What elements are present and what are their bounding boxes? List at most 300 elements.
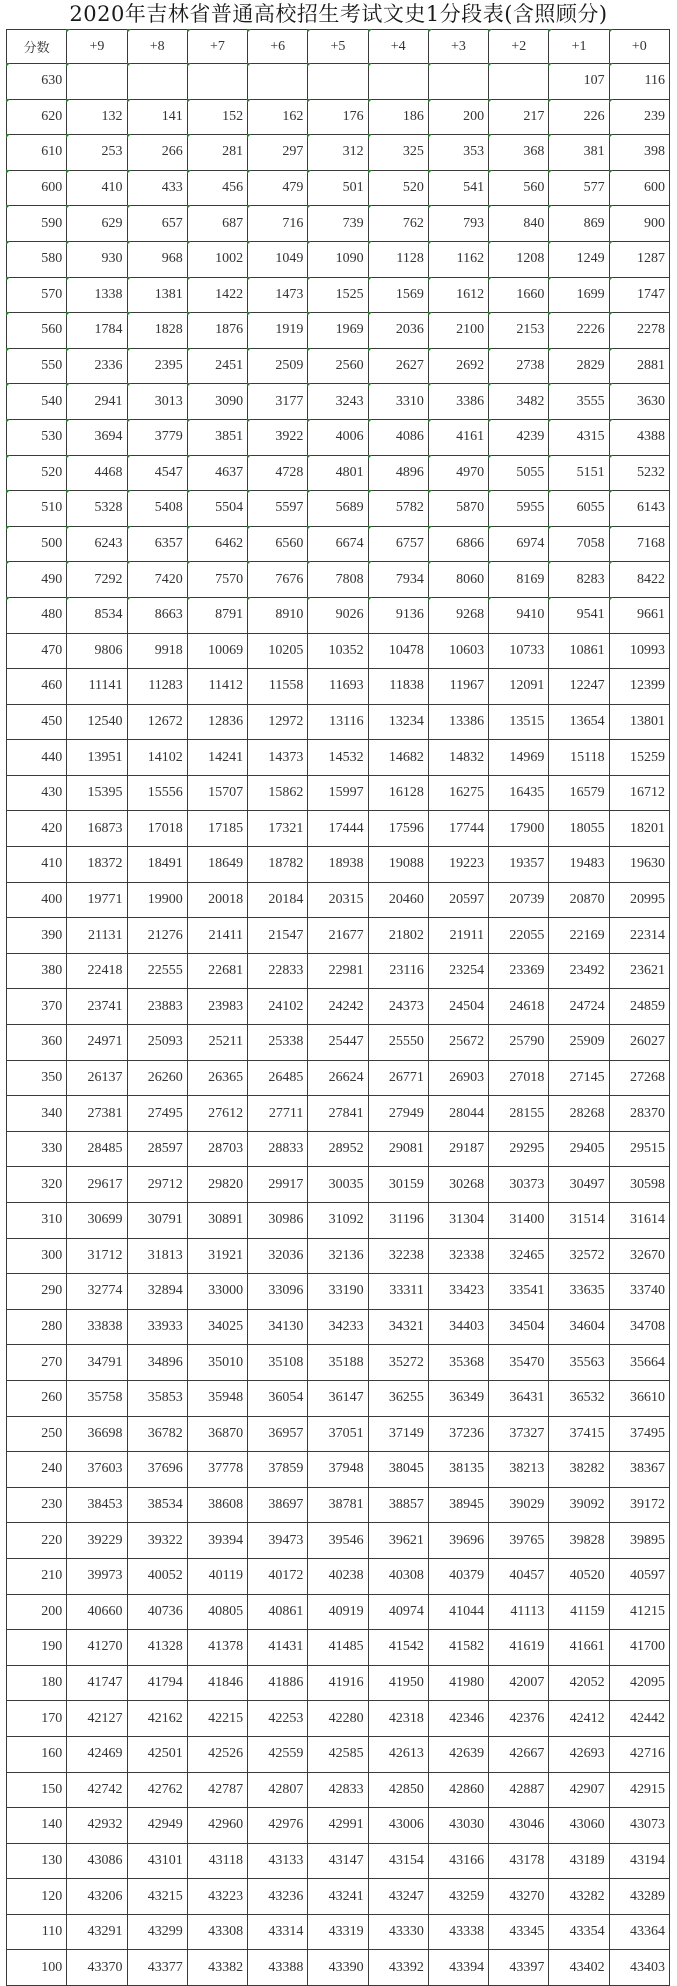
score-cell: 340 bbox=[7, 1096, 67, 1132]
cumulative-count-cell: 14832 bbox=[428, 740, 488, 776]
cumulative-count-cell: 1612 bbox=[428, 277, 488, 313]
cumulative-count-cell: 28485 bbox=[67, 1131, 127, 1167]
cumulative-count-cell: 30791 bbox=[127, 1203, 187, 1239]
cumulative-count-cell: 30986 bbox=[248, 1203, 308, 1239]
score-cell: 590 bbox=[7, 206, 67, 242]
cumulative-count-cell: 11967 bbox=[428, 669, 488, 705]
cumulative-count-cell: 253 bbox=[67, 135, 127, 171]
cumulative-count-cell: 15862 bbox=[248, 775, 308, 811]
cumulative-count-cell: 8791 bbox=[187, 597, 247, 633]
table-row bbox=[7, 1167, 670, 1203]
cumulative-count-cell: 35188 bbox=[308, 1345, 368, 1381]
cumulative-count-cell: 2509 bbox=[248, 348, 308, 384]
table-row bbox=[7, 419, 670, 455]
cumulative-count-cell: 31092 bbox=[308, 1203, 368, 1239]
table-row bbox=[7, 953, 670, 989]
cumulative-count-cell: 32572 bbox=[549, 1238, 609, 1274]
cumulative-count-cell: 36147 bbox=[308, 1380, 368, 1416]
cumulative-count-cell: 479 bbox=[248, 170, 308, 206]
cumulative-count-cell: 10861 bbox=[549, 633, 609, 669]
cumulative-count-cell: 2226 bbox=[549, 313, 609, 349]
cumulative-count-cell: 39394 bbox=[187, 1523, 247, 1559]
table-row bbox=[7, 1060, 670, 1096]
cumulative-count-cell: 41886 bbox=[248, 1665, 308, 1701]
cumulative-count-cell: 2278 bbox=[609, 313, 669, 349]
cumulative-count-cell: 42442 bbox=[609, 1701, 669, 1737]
cumulative-count-cell: 16712 bbox=[609, 775, 669, 811]
cumulative-count-cell: 35853 bbox=[127, 1380, 187, 1416]
cumulative-count-cell: 6143 bbox=[609, 491, 669, 527]
cumulative-count-cell: 23741 bbox=[67, 989, 127, 1025]
cumulative-count-cell: 39621 bbox=[368, 1523, 428, 1559]
cumulative-count-cell: 43030 bbox=[428, 1808, 488, 1844]
cumulative-count-cell: 24504 bbox=[428, 989, 488, 1025]
cumulative-count-cell: 43390 bbox=[308, 1950, 368, 1986]
table-row bbox=[7, 64, 670, 100]
cumulative-count-cell: 10733 bbox=[489, 633, 549, 669]
cumulative-count-cell: 42469 bbox=[67, 1736, 127, 1772]
cumulative-count-cell: 23116 bbox=[368, 953, 428, 989]
cumulative-count-cell: 6674 bbox=[308, 526, 368, 562]
cumulative-count-cell: 42949 bbox=[127, 1808, 187, 1844]
cumulative-count-cell: 24971 bbox=[67, 1025, 127, 1061]
cumulative-count-cell: 29917 bbox=[248, 1167, 308, 1203]
score-cell: 550 bbox=[7, 348, 67, 384]
table-row bbox=[7, 1843, 670, 1879]
cumulative-count-cell: 2627 bbox=[368, 348, 428, 384]
cumulative-count-cell: 38945 bbox=[428, 1487, 488, 1523]
cumulative-count-cell: 34791 bbox=[67, 1345, 127, 1381]
cumulative-count-cell: 16579 bbox=[549, 775, 609, 811]
cumulative-count-cell: 41542 bbox=[368, 1630, 428, 1666]
cumulative-count-cell: 14373 bbox=[248, 740, 308, 776]
cumulative-count-cell: 11141 bbox=[67, 669, 127, 705]
cumulative-count-cell: 3090 bbox=[187, 384, 247, 420]
cumulative-count-cell: 43289 bbox=[609, 1879, 669, 1915]
cumulative-count-cell: 40172 bbox=[248, 1558, 308, 1594]
cumulative-count-cell: 17744 bbox=[428, 811, 488, 847]
cumulative-count-cell: 297 bbox=[248, 135, 308, 171]
cumulative-count-cell: 14682 bbox=[368, 740, 428, 776]
cumulative-count-cell: 7058 bbox=[549, 526, 609, 562]
cumulative-count-cell: 42915 bbox=[609, 1772, 669, 1808]
cumulative-count-cell: 37327 bbox=[489, 1416, 549, 1452]
cumulative-count-cell: 42526 bbox=[187, 1736, 247, 1772]
cumulative-count-cell: 25211 bbox=[187, 1025, 247, 1061]
cumulative-count-cell bbox=[489, 64, 549, 100]
cumulative-count-cell: 8422 bbox=[609, 562, 669, 598]
cumulative-count-cell: 398 bbox=[609, 135, 669, 171]
cumulative-count-cell: 27711 bbox=[248, 1096, 308, 1132]
cumulative-count-cell: 22169 bbox=[549, 918, 609, 954]
cumulative-count-cell: 5055 bbox=[489, 455, 549, 491]
cumulative-count-cell: 42376 bbox=[489, 1701, 549, 1737]
cumulative-count-cell: 2881 bbox=[609, 348, 669, 384]
table-row bbox=[7, 1416, 670, 1452]
page-title: 2020年吉林省普通高校招生考试文史1分段表(含照顾分) bbox=[69, 2, 608, 26]
cumulative-count-cell: 17321 bbox=[248, 811, 308, 847]
cumulative-count-cell: 19088 bbox=[368, 847, 428, 883]
table-row bbox=[7, 775, 670, 811]
score-cell: 310 bbox=[7, 1203, 67, 1239]
cumulative-count-cell: 37415 bbox=[549, 1416, 609, 1452]
cumulative-count-cell: 22981 bbox=[308, 953, 368, 989]
cumulative-count-cell: 17018 bbox=[127, 811, 187, 847]
cumulative-count-cell: 38857 bbox=[368, 1487, 428, 1523]
cumulative-count-cell: 1128 bbox=[368, 241, 428, 277]
table-row bbox=[7, 1309, 670, 1345]
cumulative-count-cell: 2560 bbox=[308, 348, 368, 384]
cumulative-count-cell: 35010 bbox=[187, 1345, 247, 1381]
score-cell: 630 bbox=[7, 64, 67, 100]
cumulative-count-cell: 34321 bbox=[368, 1309, 428, 1345]
cumulative-count-cell: 29712 bbox=[127, 1167, 187, 1203]
table-row bbox=[7, 348, 670, 384]
cumulative-count-cell: 43388 bbox=[248, 1950, 308, 1986]
cumulative-count-cell: 30891 bbox=[187, 1203, 247, 1239]
cumulative-count-cell: 6243 bbox=[67, 526, 127, 562]
table-row bbox=[7, 597, 670, 633]
cumulative-count-cell: 42976 bbox=[248, 1808, 308, 1844]
column-header-offset: +2 bbox=[489, 30, 549, 64]
cumulative-count-cell: 28044 bbox=[428, 1096, 488, 1132]
cumulative-count-cell: 42559 bbox=[248, 1736, 308, 1772]
cumulative-count-cell: 12540 bbox=[67, 704, 127, 740]
cumulative-count-cell: 14241 bbox=[187, 740, 247, 776]
score-cell: 350 bbox=[7, 1060, 67, 1096]
score-cell: 210 bbox=[7, 1558, 67, 1594]
cumulative-count-cell: 5151 bbox=[549, 455, 609, 491]
cumulative-count-cell: 6560 bbox=[248, 526, 308, 562]
table-header-row bbox=[7, 30, 670, 64]
cumulative-count-cell: 37696 bbox=[127, 1452, 187, 1488]
cumulative-count-cell: 1699 bbox=[549, 277, 609, 313]
cumulative-count-cell: 43247 bbox=[368, 1879, 428, 1915]
table-row bbox=[7, 847, 670, 883]
cumulative-count-cell: 34708 bbox=[609, 1309, 669, 1345]
cumulative-count-cell: 43006 bbox=[368, 1808, 428, 1844]
cumulative-count-cell: 19771 bbox=[67, 882, 127, 918]
cumulative-count-cell: 31614 bbox=[609, 1203, 669, 1239]
table-row bbox=[7, 633, 670, 669]
cumulative-count-cell: 2941 bbox=[67, 384, 127, 420]
cumulative-count-cell: 15707 bbox=[187, 775, 247, 811]
score-cell: 360 bbox=[7, 1025, 67, 1061]
cumulative-count-cell: 141 bbox=[127, 99, 187, 135]
table-row bbox=[7, 1950, 670, 1986]
cumulative-count-cell: 42613 bbox=[368, 1736, 428, 1772]
table-row bbox=[7, 384, 670, 420]
cumulative-count-cell: 19223 bbox=[428, 847, 488, 883]
cumulative-count-cell: 840 bbox=[489, 206, 549, 242]
cumulative-count-cell: 42833 bbox=[308, 1772, 368, 1808]
cumulative-count-cell: 39229 bbox=[67, 1523, 127, 1559]
cumulative-count-cell: 9410 bbox=[489, 597, 549, 633]
cumulative-count-cell: 30497 bbox=[549, 1167, 609, 1203]
table-row bbox=[7, 1487, 670, 1523]
cumulative-count-cell: 25672 bbox=[428, 1025, 488, 1061]
cumulative-count-cell: 116 bbox=[609, 64, 669, 100]
cumulative-count-cell: 39546 bbox=[308, 1523, 368, 1559]
cumulative-count-cell: 107 bbox=[549, 64, 609, 100]
table-row bbox=[7, 99, 670, 135]
table-row bbox=[7, 1736, 670, 1772]
cumulative-count-cell: 43046 bbox=[489, 1808, 549, 1844]
cumulative-count-cell bbox=[368, 64, 428, 100]
cumulative-count-cell: 1660 bbox=[489, 277, 549, 313]
cumulative-count-cell: 13234 bbox=[368, 704, 428, 740]
cumulative-count-cell: 42932 bbox=[67, 1808, 127, 1844]
cumulative-count-cell: 29515 bbox=[609, 1131, 669, 1167]
cumulative-count-cell: 43377 bbox=[127, 1950, 187, 1986]
cumulative-count-cell: 1525 bbox=[308, 277, 368, 313]
score-cell: 290 bbox=[7, 1274, 67, 1310]
cumulative-count-cell: 9268 bbox=[428, 597, 488, 633]
cumulative-count-cell: 34233 bbox=[308, 1309, 368, 1345]
score-cell: 510 bbox=[7, 491, 67, 527]
cumulative-count-cell: 42215 bbox=[187, 1701, 247, 1737]
cumulative-count-cell: 39172 bbox=[609, 1487, 669, 1523]
cumulative-count-cell: 14532 bbox=[308, 740, 368, 776]
cumulative-count-cell: 900 bbox=[609, 206, 669, 242]
score-cell: 620 bbox=[7, 99, 67, 135]
cumulative-count-cell: 3779 bbox=[127, 419, 187, 455]
cumulative-count-cell: 4239 bbox=[489, 419, 549, 455]
score-cell: 300 bbox=[7, 1238, 67, 1274]
cumulative-count-cell: 32894 bbox=[127, 1274, 187, 1310]
cumulative-count-cell: 10069 bbox=[187, 633, 247, 669]
cumulative-count-cell: 35758 bbox=[67, 1380, 127, 1416]
cumulative-count-cell: 42860 bbox=[428, 1772, 488, 1808]
cumulative-count-cell: 42887 bbox=[489, 1772, 549, 1808]
table-row bbox=[7, 1096, 670, 1132]
score-cell: 580 bbox=[7, 241, 67, 277]
cumulative-count-cell: 43370 bbox=[67, 1950, 127, 1986]
cumulative-count-cell: 21802 bbox=[368, 918, 428, 954]
cumulative-count-cell: 4728 bbox=[248, 455, 308, 491]
cumulative-count-cell: 37859 bbox=[248, 1452, 308, 1488]
cumulative-count-cell: 21131 bbox=[67, 918, 127, 954]
cumulative-count-cell: 41270 bbox=[67, 1630, 127, 1666]
table-row bbox=[7, 989, 670, 1025]
cumulative-count-cell: 25790 bbox=[489, 1025, 549, 1061]
table-row bbox=[7, 562, 670, 598]
cumulative-count-cell: 20870 bbox=[549, 882, 609, 918]
cumulative-count-cell: 657 bbox=[127, 206, 187, 242]
cumulative-count-cell: 13386 bbox=[428, 704, 488, 740]
cumulative-count-cell: 7420 bbox=[127, 562, 187, 598]
cumulative-count-cell: 152 bbox=[187, 99, 247, 135]
cumulative-count-cell: 23883 bbox=[127, 989, 187, 1025]
cumulative-count-cell: 41159 bbox=[549, 1594, 609, 1630]
cumulative-count-cell: 930 bbox=[67, 241, 127, 277]
cumulative-count-cell: 35563 bbox=[549, 1345, 609, 1381]
cumulative-count-cell: 42585 bbox=[308, 1736, 368, 1772]
cumulative-count-cell: 26485 bbox=[248, 1060, 308, 1096]
cumulative-count-cell: 1876 bbox=[187, 313, 247, 349]
column-header-offset: +4 bbox=[368, 30, 428, 64]
cumulative-count-cell: 40736 bbox=[127, 1594, 187, 1630]
cumulative-count-cell: 36532 bbox=[549, 1380, 609, 1416]
cumulative-count-cell: 36349 bbox=[428, 1380, 488, 1416]
table-body bbox=[7, 64, 670, 1986]
cumulative-count-cell: 14102 bbox=[127, 740, 187, 776]
cumulative-count-cell: 28952 bbox=[308, 1131, 368, 1167]
cumulative-count-cell: 10993 bbox=[609, 633, 669, 669]
table-row bbox=[7, 704, 670, 740]
cumulative-count-cell: 5504 bbox=[187, 491, 247, 527]
cumulative-count-cell: 560 bbox=[489, 170, 549, 206]
cumulative-count-cell: 1090 bbox=[308, 241, 368, 277]
cumulative-count-cell: 9918 bbox=[127, 633, 187, 669]
cumulative-count-cell: 43086 bbox=[67, 1843, 127, 1879]
cumulative-count-cell: 13951 bbox=[67, 740, 127, 776]
table-row bbox=[7, 1131, 670, 1167]
score-cell: 470 bbox=[7, 633, 67, 669]
cumulative-count-cell: 312 bbox=[308, 135, 368, 171]
cumulative-count-cell: 8663 bbox=[127, 597, 187, 633]
cumulative-count-cell: 33838 bbox=[67, 1309, 127, 1345]
cumulative-count-cell: 39473 bbox=[248, 1523, 308, 1559]
cumulative-count-cell: 38213 bbox=[489, 1452, 549, 1488]
table-row bbox=[7, 135, 670, 171]
cumulative-count-cell: 24618 bbox=[489, 989, 549, 1025]
cumulative-count-cell: 4896 bbox=[368, 455, 428, 491]
cumulative-count-cell: 7676 bbox=[248, 562, 308, 598]
cumulative-count-cell: 37236 bbox=[428, 1416, 488, 1452]
cumulative-count-cell: 186 bbox=[368, 99, 428, 135]
cumulative-count-cell: 23983 bbox=[187, 989, 247, 1025]
cumulative-count-cell: 43330 bbox=[368, 1914, 428, 1950]
cumulative-count-cell: 10478 bbox=[368, 633, 428, 669]
cumulative-count-cell: 32774 bbox=[67, 1274, 127, 1310]
cumulative-count-cell: 38697 bbox=[248, 1487, 308, 1523]
cumulative-count-cell: 34604 bbox=[549, 1309, 609, 1345]
cumulative-count-cell: 3851 bbox=[187, 419, 247, 455]
cumulative-count-cell: 1049 bbox=[248, 241, 308, 277]
cumulative-count-cell: 35948 bbox=[187, 1380, 247, 1416]
cumulative-count-cell: 29081 bbox=[368, 1131, 428, 1167]
score-cell: 530 bbox=[7, 419, 67, 455]
cumulative-count-cell: 1828 bbox=[127, 313, 187, 349]
cumulative-count-cell: 1969 bbox=[308, 313, 368, 349]
cumulative-count-cell: 37149 bbox=[368, 1416, 428, 1452]
cumulative-count-cell: 27495 bbox=[127, 1096, 187, 1132]
cumulative-count-cell: 13654 bbox=[549, 704, 609, 740]
table-row bbox=[7, 1452, 670, 1488]
cumulative-count-cell: 42007 bbox=[489, 1665, 549, 1701]
cumulative-count-cell: 3386 bbox=[428, 384, 488, 420]
cumulative-count-cell: 22314 bbox=[609, 918, 669, 954]
cumulative-count-cell: 31400 bbox=[489, 1203, 549, 1239]
cumulative-count-cell: 4970 bbox=[428, 455, 488, 491]
cumulative-count-cell: 43270 bbox=[489, 1879, 549, 1915]
cumulative-count-cell: 43154 bbox=[368, 1843, 428, 1879]
score-cell: 280 bbox=[7, 1309, 67, 1345]
table-row bbox=[7, 277, 670, 313]
score-cell: 430 bbox=[7, 775, 67, 811]
cumulative-count-cell: 11693 bbox=[308, 669, 368, 705]
cumulative-count-cell: 4637 bbox=[187, 455, 247, 491]
cumulative-count-cell: 6866 bbox=[428, 526, 488, 562]
cumulative-count-cell: 43282 bbox=[549, 1879, 609, 1915]
cumulative-count-cell: 25550 bbox=[368, 1025, 428, 1061]
cumulative-count-cell: 869 bbox=[549, 206, 609, 242]
cumulative-count-cell: 41215 bbox=[609, 1594, 669, 1630]
cumulative-count-cell: 19630 bbox=[609, 847, 669, 883]
cumulative-count-cell: 28703 bbox=[187, 1131, 247, 1167]
cumulative-count-cell: 520 bbox=[368, 170, 428, 206]
cumulative-count-cell: 27145 bbox=[549, 1060, 609, 1096]
cumulative-count-cell: 739 bbox=[308, 206, 368, 242]
cumulative-count-cell: 2395 bbox=[127, 348, 187, 384]
cumulative-count-cell: 42639 bbox=[428, 1736, 488, 1772]
cumulative-count-cell bbox=[67, 64, 127, 100]
cumulative-count-cell: 5232 bbox=[609, 455, 669, 491]
score-cell: 250 bbox=[7, 1416, 67, 1452]
cumulative-count-cell: 2036 bbox=[368, 313, 428, 349]
table-row bbox=[7, 1380, 670, 1416]
cumulative-count-cell: 15997 bbox=[308, 775, 368, 811]
cumulative-count-cell: 30159 bbox=[368, 1167, 428, 1203]
cumulative-count-cell: 7570 bbox=[187, 562, 247, 598]
cumulative-count-cell: 39696 bbox=[428, 1523, 488, 1559]
cumulative-count-cell: 29295 bbox=[489, 1131, 549, 1167]
cumulative-count-cell: 8169 bbox=[489, 562, 549, 598]
cumulative-count-cell: 43215 bbox=[127, 1879, 187, 1915]
cumulative-count-cell: 4468 bbox=[67, 455, 127, 491]
cumulative-count-cell: 43338 bbox=[428, 1914, 488, 1950]
cumulative-count-cell: 38045 bbox=[368, 1452, 428, 1488]
cumulative-count-cell: 39029 bbox=[489, 1487, 549, 1523]
cumulative-count-cell: 6974 bbox=[489, 526, 549, 562]
cumulative-count-cell: 5955 bbox=[489, 491, 549, 527]
score-cell: 260 bbox=[7, 1380, 67, 1416]
cumulative-count-cell: 3482 bbox=[489, 384, 549, 420]
cumulative-count-cell: 33933 bbox=[127, 1309, 187, 1345]
column-header-offset: +9 bbox=[67, 30, 127, 64]
cumulative-count-cell: 17900 bbox=[489, 811, 549, 847]
score-cell: 570 bbox=[7, 277, 67, 313]
score-cell: 160 bbox=[7, 1736, 67, 1772]
cumulative-count-cell: 15395 bbox=[67, 775, 127, 811]
column-header-offset: +5 bbox=[308, 30, 368, 64]
cumulative-count-cell: 24102 bbox=[248, 989, 308, 1025]
cumulative-count-cell: 14969 bbox=[489, 740, 549, 776]
table-row bbox=[7, 1879, 670, 1915]
cumulative-count-cell: 2829 bbox=[549, 348, 609, 384]
table-row bbox=[7, 1025, 670, 1061]
cumulative-count-cell: 27018 bbox=[489, 1060, 549, 1096]
cumulative-count-cell: 4086 bbox=[368, 419, 428, 455]
cumulative-count-cell: 25909 bbox=[549, 1025, 609, 1061]
cumulative-count-cell: 9661 bbox=[609, 597, 669, 633]
cumulative-count-cell: 30373 bbox=[489, 1167, 549, 1203]
cumulative-count-cell: 42318 bbox=[368, 1701, 428, 1737]
cumulative-count-cell: 793 bbox=[428, 206, 488, 242]
cumulative-count-cell: 18201 bbox=[609, 811, 669, 847]
cumulative-count-cell: 5597 bbox=[248, 491, 308, 527]
cumulative-count-cell: 29187 bbox=[428, 1131, 488, 1167]
cumulative-count-cell: 36870 bbox=[187, 1416, 247, 1452]
column-header-score: 分数 bbox=[7, 30, 67, 64]
cumulative-count-cell: 41794 bbox=[127, 1665, 187, 1701]
cumulative-count-cell: 42162 bbox=[127, 1701, 187, 1737]
cumulative-count-cell: 40597 bbox=[609, 1558, 669, 1594]
cumulative-count-cell: 38367 bbox=[609, 1452, 669, 1488]
cumulative-count-cell: 17444 bbox=[308, 811, 368, 847]
cumulative-count-cell: 22681 bbox=[187, 953, 247, 989]
